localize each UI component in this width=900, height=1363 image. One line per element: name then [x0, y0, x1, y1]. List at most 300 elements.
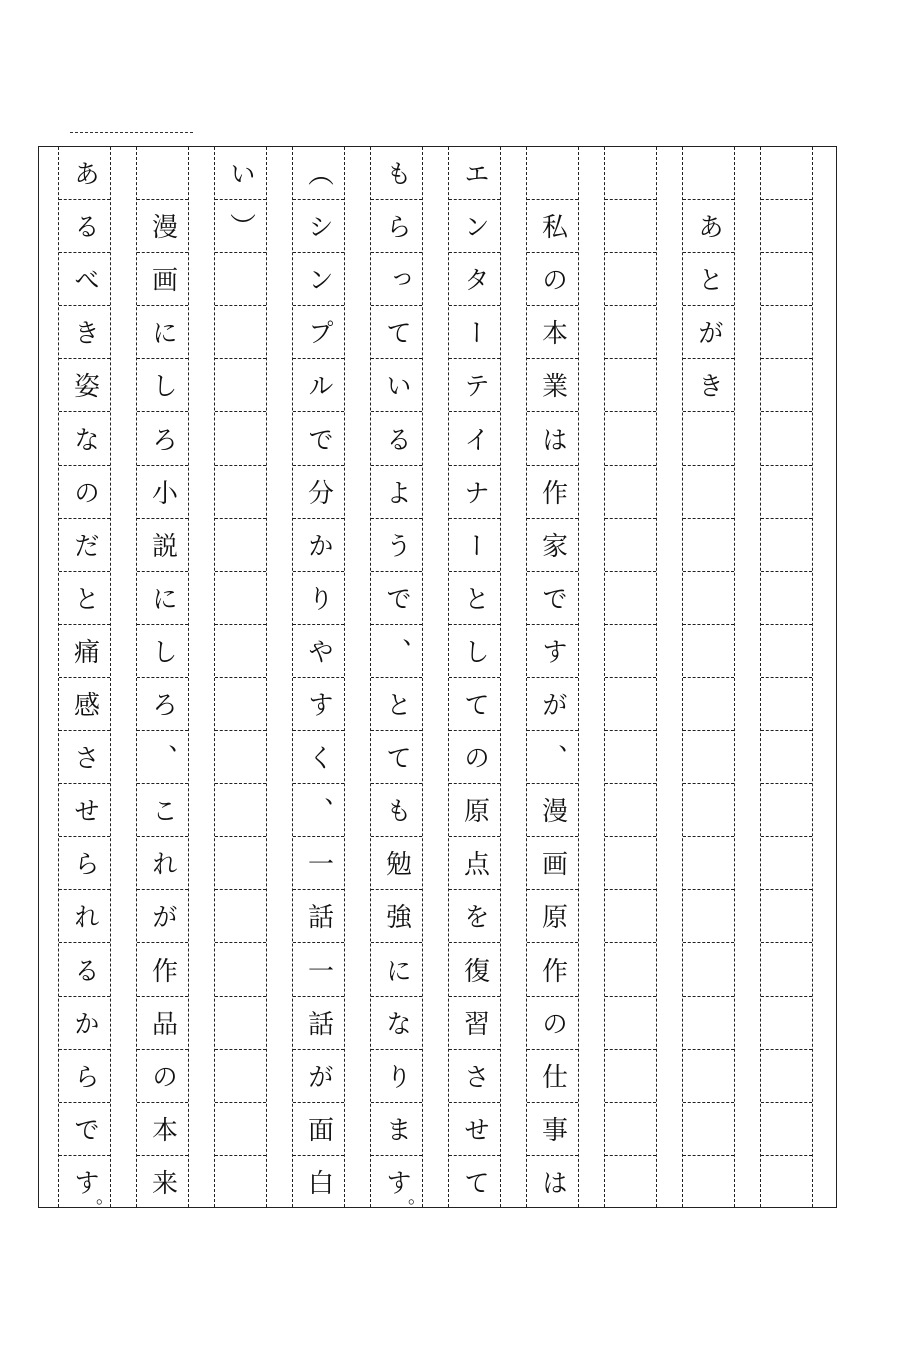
cell-character — [605, 625, 656, 677]
manuscript-column — [370, 147, 426, 1208]
cell-character — [605, 784, 656, 836]
grid-cell — [215, 306, 266, 359]
cell-character: よ — [381, 478, 412, 505]
grid-cell — [371, 572, 422, 625]
grid-cell — [683, 837, 734, 890]
grid-cell — [59, 890, 110, 943]
cell-character: 画 — [147, 266, 178, 293]
cell-character: で — [537, 584, 568, 611]
grid-cell — [137, 890, 188, 943]
grid-cell — [527, 147, 578, 200]
grid-cell — [527, 997, 578, 1050]
grid-cell — [605, 837, 656, 890]
grid-cell — [605, 1156, 656, 1209]
cell-character — [761, 253, 812, 305]
grid-cell — [449, 784, 500, 837]
grid-cell — [59, 1156, 114, 1209]
cell-character — [605, 997, 656, 1049]
cell-character: か — [69, 1009, 100, 1036]
cell-character: 、 — [303, 797, 334, 824]
cell-character: ） — [225, 213, 256, 240]
cell-character — [215, 944, 266, 996]
grid-cell — [59, 572, 110, 625]
cell-character — [683, 413, 734, 465]
cell-character: す — [381, 1169, 412, 1196]
cell-character — [605, 253, 656, 305]
cell-character: 、 — [537, 744, 568, 771]
cell-character — [605, 413, 656, 465]
grid-cell — [137, 253, 188, 306]
cell-character: べ — [69, 266, 100, 293]
cell-character — [761, 1156, 812, 1209]
grid-cell — [59, 147, 110, 200]
cell-character — [215, 997, 266, 1049]
cell-character: り — [381, 1062, 412, 1089]
cell-character: ろ — [147, 691, 178, 718]
grid-cell — [215, 413, 266, 466]
cell-character: だ — [69, 531, 100, 558]
cell-character: 白 — [303, 1169, 334, 1196]
grid-cell — [605, 997, 656, 1050]
grid-cell — [137, 837, 188, 890]
grid-cell — [761, 625, 812, 678]
cell-character: 一 — [303, 956, 334, 983]
cell-character: が — [147, 903, 178, 930]
grid-cell — [371, 1103, 422, 1156]
cell-character: 漫 — [147, 213, 178, 240]
manuscript-column — [448, 147, 501, 1207]
grid-cell — [137, 306, 188, 359]
cell-character — [683, 519, 734, 571]
cell-character: も — [381, 797, 412, 824]
cell-character: 漫 — [537, 797, 568, 824]
grid-cell — [293, 572, 344, 625]
cell-character — [215, 306, 266, 358]
cell-character: 私 — [537, 213, 568, 240]
cell-character: 分 — [303, 478, 334, 505]
grid-cell — [371, 147, 422, 200]
grid-cell — [371, 253, 422, 306]
cell-character — [761, 678, 812, 730]
grid-cell — [215, 944, 266, 997]
grid-cell — [59, 731, 110, 784]
period-mark: 。 — [408, 1186, 426, 1208]
grid-cell — [137, 519, 188, 572]
grid-cell — [527, 678, 578, 731]
cell-character: し — [459, 637, 490, 664]
cell-character — [761, 944, 812, 996]
cell-character: が — [303, 1062, 334, 1089]
grid-cell — [137, 1103, 188, 1156]
grid-cell — [449, 200, 500, 253]
cell-character — [605, 1103, 656, 1155]
cell-character — [683, 784, 734, 836]
cell-character — [215, 1156, 266, 1209]
grid-cell — [293, 306, 344, 359]
cell-character: と — [381, 691, 412, 718]
grid-cell — [371, 519, 422, 572]
cell-character — [605, 200, 656, 252]
cell-character: プ — [303, 319, 334, 346]
cell-character: も — [381, 160, 412, 187]
manuscript-column — [292, 147, 345, 1207]
grid-cell — [761, 519, 812, 572]
cell-character: な — [381, 1009, 412, 1036]
grid-cell — [761, 306, 812, 359]
cell-character — [761, 625, 812, 677]
grid-cell — [683, 1156, 734, 1209]
grid-cell — [527, 466, 578, 519]
cell-character — [605, 466, 656, 518]
grid-cell — [293, 200, 344, 253]
grid-cell — [761, 731, 812, 784]
cell-character: シ — [303, 213, 334, 240]
grid-cell — [761, 572, 812, 625]
cell-character — [683, 1156, 734, 1209]
grid-cell — [605, 890, 656, 943]
cell-character — [605, 572, 656, 624]
cell-character: て — [459, 1169, 490, 1196]
grid-cell — [605, 306, 656, 359]
cell-character: の — [537, 266, 568, 293]
grid-cell — [683, 147, 734, 200]
cell-character: 来 — [147, 1169, 178, 1196]
grid-cell — [137, 1156, 188, 1209]
cell-character: が — [693, 319, 724, 346]
cell-character — [215, 784, 266, 836]
cell-character: る — [381, 425, 412, 452]
cell-character: タ — [459, 266, 490, 293]
cell-character — [683, 572, 734, 624]
grid-cell — [59, 837, 110, 890]
cell-character: 復 — [459, 956, 490, 983]
grid-cell — [59, 200, 110, 253]
grid-cell — [137, 413, 188, 466]
cell-character — [215, 359, 266, 411]
grid-cell — [683, 572, 734, 625]
grid-cell — [761, 147, 812, 200]
cell-character — [761, 731, 812, 783]
grid-cell — [293, 1103, 344, 1156]
grid-cell — [137, 466, 188, 519]
cell-character — [683, 1050, 734, 1102]
cell-character — [215, 731, 266, 783]
grid-cell — [605, 519, 656, 572]
cell-character — [215, 413, 266, 465]
grid-cell — [761, 997, 812, 1050]
grid-cell — [683, 890, 734, 943]
cell-character — [761, 413, 812, 465]
cell-character: 感 — [69, 691, 100, 718]
grid-cell — [371, 784, 422, 837]
cell-character — [215, 890, 266, 942]
cell-character: て — [459, 691, 490, 718]
cell-character: さ — [459, 1062, 490, 1089]
grid-cell — [137, 359, 188, 412]
grid-cell — [59, 784, 110, 837]
grid-cell — [605, 200, 656, 253]
grid-cell — [761, 837, 812, 890]
cell-character: あ — [69, 160, 100, 187]
grid-cell — [59, 678, 110, 731]
manuscript-column — [760, 147, 813, 1207]
grid-cell — [449, 413, 500, 466]
grid-cell — [293, 1050, 344, 1103]
cell-character: 習 — [459, 1009, 490, 1036]
grid-cell — [137, 997, 188, 1050]
grid-cell — [605, 1103, 656, 1156]
grid-cell — [449, 519, 500, 572]
cell-character — [761, 359, 812, 411]
grid-cell — [527, 625, 578, 678]
cell-character: が — [537, 691, 568, 718]
grid-cell — [683, 200, 734, 253]
cell-character — [761, 306, 812, 358]
cell-character: （ — [303, 160, 334, 187]
grid-cell — [449, 890, 500, 943]
cell-character — [761, 837, 812, 889]
cell-character: い — [225, 160, 256, 187]
manuscript-grid-paper — [38, 146, 837, 1208]
grid-cell — [761, 253, 812, 306]
grid-cell — [293, 731, 344, 784]
cell-character — [605, 678, 656, 730]
grid-cell — [293, 890, 344, 943]
cell-character: 仕 — [537, 1062, 568, 1089]
cell-character — [683, 997, 734, 1049]
grid-cell — [215, 466, 266, 519]
grid-cell — [683, 784, 734, 837]
grid-cell — [137, 147, 188, 200]
cell-character — [215, 466, 266, 518]
cell-character — [761, 519, 812, 571]
grid-cell — [215, 890, 266, 943]
grid-cell — [761, 890, 812, 943]
cell-character: せ — [459, 1115, 490, 1142]
cell-character — [215, 1050, 266, 1102]
cell-character: 作 — [537, 478, 568, 505]
cell-character: か — [303, 531, 334, 558]
grid-cell — [449, 253, 500, 306]
cell-character: と — [69, 584, 100, 611]
grid-cell — [293, 253, 344, 306]
grid-cell — [215, 359, 266, 412]
grid-cell — [293, 944, 344, 997]
grid-cell — [605, 413, 656, 466]
cell-character: で — [303, 425, 334, 452]
grid-cell — [683, 413, 734, 466]
cell-character: 勉 — [381, 850, 412, 877]
grid-cell — [137, 731, 188, 784]
grid-cell — [293, 413, 344, 466]
grid-cell — [605, 147, 656, 200]
cell-character: ン — [303, 266, 334, 293]
cell-character — [215, 625, 266, 677]
cell-character — [683, 1103, 734, 1155]
cell-character: っ — [381, 266, 412, 293]
cell-character: す — [303, 691, 334, 718]
grid-cell — [371, 944, 422, 997]
grid-cell — [527, 253, 578, 306]
grid-cell — [683, 519, 734, 572]
grid-cell — [215, 519, 266, 572]
cell-character — [215, 1103, 266, 1155]
manuscript-column — [604, 147, 657, 1207]
cell-character — [605, 359, 656, 411]
cell-character: ル — [303, 372, 334, 399]
grid-cell — [137, 784, 188, 837]
grid-cell — [137, 678, 188, 731]
cell-character: す — [537, 637, 568, 664]
cell-character: 姿 — [69, 372, 100, 399]
grid-cell — [605, 253, 656, 306]
grid-cell — [527, 944, 578, 997]
grid-cell — [371, 1156, 426, 1209]
grid-cell — [293, 997, 344, 1050]
cell-character — [683, 944, 734, 996]
grid-cell — [137, 200, 188, 253]
grid-cell — [605, 572, 656, 625]
cell-character — [761, 572, 812, 624]
cell-character: に — [147, 584, 178, 611]
grid-cell — [449, 944, 500, 997]
grid-cell — [449, 837, 500, 890]
grid-cell — [59, 519, 110, 572]
grid-cell — [449, 678, 500, 731]
grid-cell — [605, 731, 656, 784]
grid-cell — [605, 625, 656, 678]
grid-cell — [215, 625, 266, 678]
grid-cell — [527, 1050, 578, 1103]
cell-character: す — [69, 1169, 100, 1196]
grid-cell — [215, 837, 266, 890]
grid-cell — [371, 997, 422, 1050]
cell-character — [761, 200, 812, 252]
cell-character — [137, 147, 188, 199]
cell-character: 画 — [537, 850, 568, 877]
grid-cell — [683, 997, 734, 1050]
grid-cell — [683, 731, 734, 784]
cell-character: き — [69, 319, 100, 346]
grid-cell — [137, 944, 188, 997]
cell-character — [605, 1156, 656, 1209]
cell-character: で — [381, 584, 412, 611]
grid-cell — [605, 944, 656, 997]
grid-cell — [371, 678, 422, 731]
cell-character: る — [69, 213, 100, 240]
cell-character — [605, 890, 656, 942]
cell-character: ま — [381, 1115, 412, 1142]
cell-character — [605, 306, 656, 358]
cell-character: イ — [459, 425, 490, 452]
grid-cell — [449, 1050, 500, 1103]
grid-cell — [527, 359, 578, 412]
cell-character — [683, 837, 734, 889]
grid-cell — [215, 997, 266, 1050]
grid-cell — [215, 1103, 266, 1156]
grid-cell — [527, 837, 578, 890]
cell-character — [215, 678, 266, 730]
grid-cell — [371, 306, 422, 359]
cell-character: ン — [459, 213, 490, 240]
cell-character — [605, 837, 656, 889]
cell-character: 事 — [537, 1115, 568, 1142]
cell-character: こ — [147, 797, 178, 824]
cell-character: を — [459, 903, 490, 930]
cell-character — [215, 253, 266, 305]
grid-cell — [761, 784, 812, 837]
cell-character: く — [303, 744, 334, 771]
grid-cell — [683, 1103, 734, 1156]
cell-character — [683, 466, 734, 518]
cell-character — [605, 944, 656, 996]
grid-cell — [59, 1103, 110, 1156]
grid-cell — [137, 572, 188, 625]
cell-character: る — [69, 956, 100, 983]
cell-character: り — [303, 584, 334, 611]
cell-character: 強 — [381, 903, 412, 930]
grid-cell — [215, 731, 266, 784]
grid-cell — [137, 1050, 188, 1103]
top-dashed-rule — [70, 132, 193, 133]
cell-character — [683, 147, 734, 199]
cell-character: の — [147, 1062, 178, 1089]
cell-character — [761, 1050, 812, 1102]
cell-character: 痛 — [69, 637, 100, 664]
grid-cell — [527, 306, 578, 359]
grid-cell — [59, 466, 110, 519]
cell-character: の — [69, 478, 100, 505]
grid-cell — [761, 1050, 812, 1103]
cell-character: ー — [459, 319, 490, 346]
cell-character: て — [381, 319, 412, 346]
cell-character: う — [381, 531, 412, 558]
grid-cell — [137, 625, 188, 678]
cell-character — [605, 519, 656, 571]
grid-cell — [527, 1156, 578, 1209]
cell-character: の — [459, 744, 490, 771]
cell-character: は — [537, 425, 568, 452]
grid-cell — [449, 147, 500, 200]
cell-character — [683, 890, 734, 942]
cell-character — [215, 572, 266, 624]
grid-cell — [761, 1156, 812, 1209]
grid-cell — [59, 625, 110, 678]
grid-cell — [371, 466, 422, 519]
cell-character: な — [69, 425, 100, 452]
cell-character — [683, 731, 734, 783]
grid-cell — [293, 1156, 344, 1209]
grid-cell — [683, 359, 734, 412]
cell-character: 、 — [147, 744, 178, 771]
cell-character: れ — [147, 850, 178, 877]
cell-character — [605, 731, 656, 783]
grid-cell — [59, 413, 110, 466]
grid-cell — [215, 784, 266, 837]
grid-cell — [215, 572, 266, 625]
grid-cell — [59, 359, 110, 412]
cell-character: 家 — [537, 531, 568, 558]
cell-character: 一 — [303, 850, 334, 877]
cell-character: 作 — [537, 956, 568, 983]
grid-cell — [527, 413, 578, 466]
grid-cell — [59, 306, 110, 359]
grid-cell — [215, 1050, 266, 1103]
grid-cell — [59, 997, 110, 1050]
cell-character: 業 — [537, 372, 568, 399]
cell-character — [605, 147, 656, 199]
grid-cell — [293, 466, 344, 519]
